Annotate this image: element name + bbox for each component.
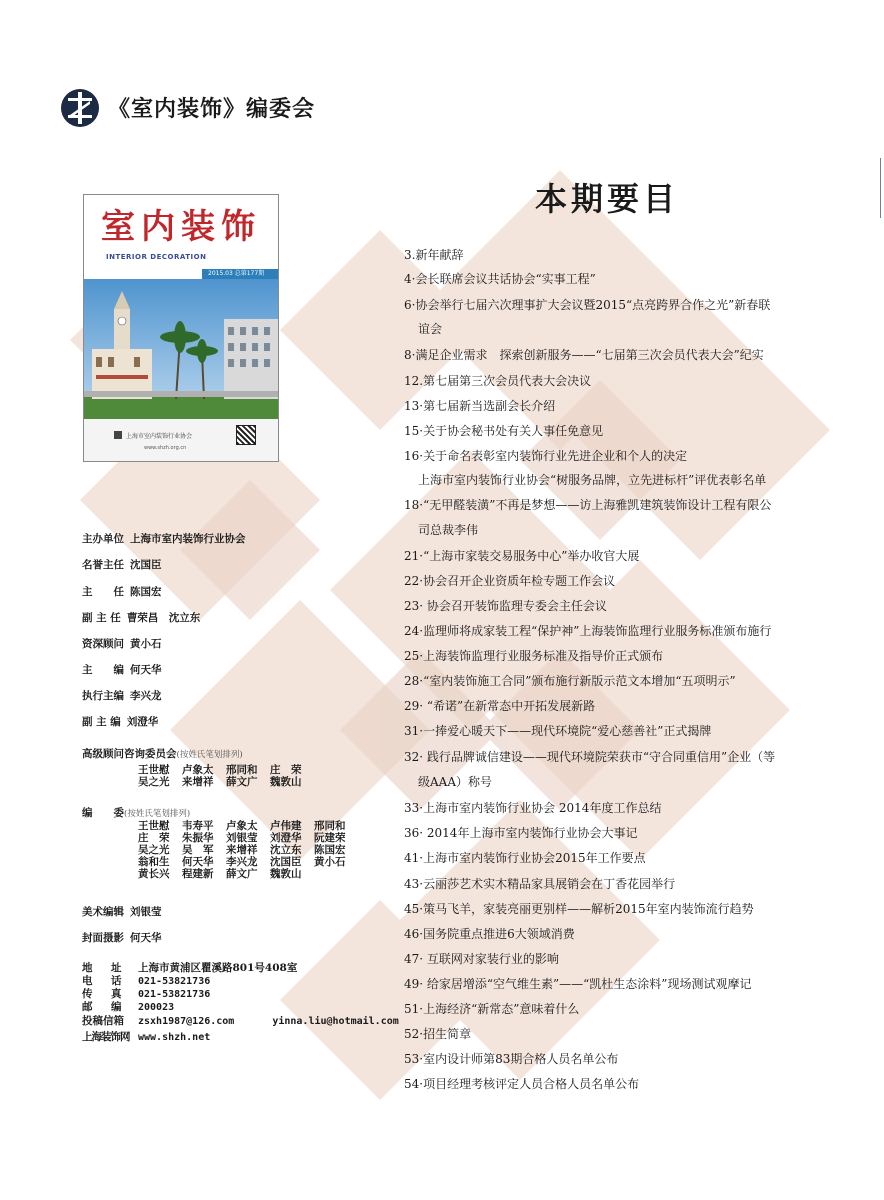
cover-mini-logo-icon bbox=[114, 431, 122, 439]
name-row: 黄长兴 程建新 薛文广 魏敦山 bbox=[138, 868, 302, 880]
name-row: 王世慰 韦寿平 卢象太 卢伟建 邢同和 bbox=[138, 820, 346, 832]
staff-row: 副 主 编 刘澄华 bbox=[82, 716, 159, 728]
staff-row: 主 任 陈国宏 bbox=[82, 586, 162, 598]
website-link[interactable]: www.shzh.net bbox=[138, 1032, 211, 1043]
contact-email: 投稿信箱 zsxh1987@126.com yinna.liu@hotmail.com bbox=[82, 1015, 399, 1027]
toc-item-continuation: 司总裁李伟 bbox=[418, 523, 479, 537]
toc-heading: 本期要目 bbox=[535, 180, 680, 218]
cover-issue: 2015.03 总第177期 bbox=[208, 270, 265, 277]
toc-item-continuation: 级AAA）称号 bbox=[418, 775, 492, 789]
toc-item[interactable]: 32· 践行品牌诚信建设——现代环境院荣获市“守合同重信用”企业（等 bbox=[404, 750, 776, 764]
toc-item[interactable]: 25·上海装饰监理行业服务标准及指导价正式颁布 bbox=[404, 649, 664, 663]
name-row: 吴之光 吴 军 来增祥 沈立东 陈国宏 bbox=[138, 844, 346, 856]
toc-item[interactable]: 29· “希诺”在新常态中开拓发展新路 bbox=[404, 699, 596, 713]
toc-item[interactable]: 6·协会举行七届六次理事扩大会议暨2015“点亮跨界合作之光”新春联 bbox=[404, 298, 771, 312]
toc-item[interactable]: 53·室内设计师第83期合格人员名单公布 bbox=[404, 1052, 619, 1066]
qr-code-icon bbox=[236, 425, 256, 445]
toc-item[interactable]: 43·云丽莎艺术实木精品家具展销会在丁香花园举行 bbox=[404, 877, 676, 891]
magazine-cover bbox=[83, 194, 279, 462]
association-logo-icon bbox=[60, 88, 100, 128]
toc-item[interactable]: 24·监理师将成家装工程“保护神”上海装饰监理行业服务标准颁布施行 bbox=[404, 624, 772, 638]
toc-item[interactable]: 54·项目经理考核评定人员合格人员名单公布 bbox=[404, 1077, 640, 1091]
toc-item[interactable]: 4·会长联席会议共话协会“实事工程” bbox=[404, 272, 596, 286]
advisors-label: 高级顾问咨询委员会(按姓氏笔划排列) bbox=[82, 748, 243, 760]
toc-item[interactable]: 15·关于协会秘书处有关人事任免意见 bbox=[404, 424, 604, 438]
header-title: 《室内装饰》编委会 bbox=[108, 96, 316, 122]
toc-item[interactable]: 52·招生简章 bbox=[404, 1027, 472, 1041]
contact-web: 上海装饰网 www.shzh.net bbox=[82, 1031, 211, 1043]
name-row: 翁和生 何天华 李兴龙 沈国臣 黄小石 bbox=[138, 856, 346, 868]
toc-item[interactable]: 22·协会召开企业资质年检专题工作会议 bbox=[404, 574, 616, 588]
toc-item[interactable]: 16·关于命名表彰室内装饰行业先进企业和个人的决定 bbox=[404, 449, 688, 463]
toc-item[interactable]: 41·上海市室内装饰行业协会2015年工作要点 bbox=[404, 851, 646, 865]
toc-item[interactable]: 13·第七届新当选副会长介绍 bbox=[404, 399, 556, 413]
name-row: 王世慰 卢象太 邢同和 庄 荣 bbox=[138, 764, 302, 776]
cover-photo-row: 封面摄影 何天华 bbox=[82, 932, 162, 944]
toc-item[interactable]: 3.新年献辞 bbox=[404, 248, 464, 262]
staff-row: 主办单位 上海市室内装饰行业协会 bbox=[82, 533, 246, 545]
staff-row: 名誉主任 沈国臣 bbox=[82, 559, 162, 571]
toc-item-continuation: 上海市室内装饰行业协会“树服务品牌，立先进标杆”评优表彰名单 bbox=[418, 473, 767, 487]
toc-item[interactable]: 33·上海市室内装饰行业协会 2014年度工作总结 bbox=[404, 801, 662, 815]
toc-item[interactable]: 8·满足企业需求 探索创新服务——“七届第三次会员代表大会”纪实 bbox=[404, 348, 764, 362]
staff-row: 执行主编 李兴龙 bbox=[82, 690, 162, 702]
editors-names bbox=[138, 820, 358, 880]
toc-item-continuation: 谊会 bbox=[418, 322, 443, 336]
contact-fax: 传 真 021-53821736 bbox=[82, 988, 211, 1000]
staff-row: 资深顾问 黄小石 bbox=[82, 638, 162, 650]
contact-address: 地 址 上海市黄浦区瞿溪路801号408室 bbox=[82, 962, 298, 974]
editors-label: 编 委(按姓氏笔划排列) bbox=[82, 807, 191, 819]
contact-phone: 电 话 021-53821736 bbox=[82, 975, 211, 987]
cover-photo bbox=[84, 279, 278, 419]
email-link-2[interactable]: yinna.liu@hotmail.com bbox=[272, 1016, 399, 1027]
email-link[interactable]: zsxh1987@126.com bbox=[138, 1016, 235, 1027]
toc-item[interactable]: 18·“无甲醛装潢”不再是梦想——访上海雅凯建筑装饰设计工程有限公 bbox=[404, 498, 772, 512]
name-row: 吴之光 来增祥 薛文广 魏敦山 bbox=[138, 776, 302, 788]
cover-url: www.shzh.org.cn bbox=[144, 445, 187, 451]
toc-item[interactable]: 23· 协会召开装饰监理专委会主任会议 bbox=[404, 599, 607, 613]
toc-item[interactable]: 36· 2014年上海市室内装饰行业协会大事记 bbox=[404, 826, 638, 840]
cover-logo-text: 室内装饰 bbox=[101, 207, 261, 247]
toc-item[interactable]: 31·一捧爱心暖天下——现代环境院“爱心慈善社”正式揭牌 bbox=[404, 724, 712, 738]
toc-item[interactable]: 51·上海经济“新常态”意味着什么 bbox=[404, 1002, 580, 1016]
name-row: 庄 荣 朱振华 刘银莹 刘澄华 阮建荣 bbox=[138, 832, 346, 844]
toc-item[interactable]: 28·“室内装饰施工合同”颁布施行新版示范文本增加“五项明示” bbox=[404, 674, 736, 688]
toc-item[interactable]: 47· 互联网对家装行业的影响 bbox=[404, 952, 559, 966]
toc-item[interactable]: 49· 给家居增添“空气维生素”——“凯杜生态涂料”现场测试观摩记 bbox=[404, 977, 752, 991]
edge-divider bbox=[880, 158, 881, 218]
staff-row: 副 主 任 曹荣昌 沈立东 bbox=[82, 612, 201, 624]
cover-publisher: 上海市室内装饰行业协会 bbox=[126, 433, 193, 440]
staff-row: 主 编 何天华 bbox=[82, 664, 162, 676]
art-editor-row: 美术编辑 刘银莹 bbox=[82, 906, 162, 918]
cover-english-title: INTERIOR DECORATION bbox=[106, 253, 207, 261]
toc-item[interactable]: 45·策马飞羊，家装亮丽更别样——解析2015年室内装饰流行趋势 bbox=[404, 902, 754, 916]
toc-item[interactable]: 46·国务院重点推进6大领域消费 bbox=[404, 927, 575, 941]
toc-item[interactable]: 12.第七届第三次会员代表大会决议 bbox=[404, 374, 592, 388]
advisors-names bbox=[138, 764, 314, 788]
toc-item[interactable]: 21·“上海市家装交易服务中心”举办收官大展 bbox=[404, 549, 640, 563]
contact-postcode: 邮 编 200023 bbox=[82, 1001, 175, 1013]
